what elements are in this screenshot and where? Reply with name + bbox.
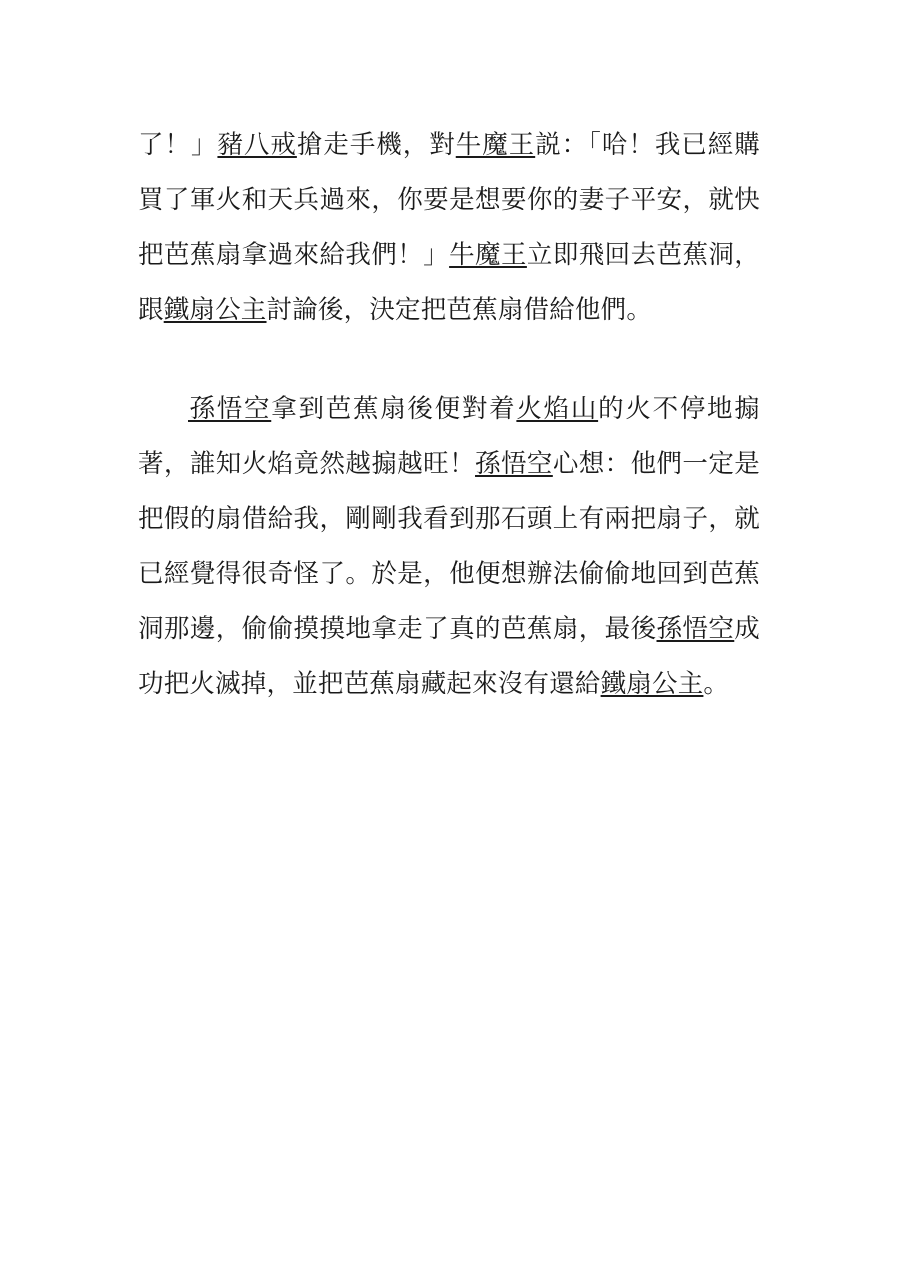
underlined-term: 鐵扇公主 <box>600 669 704 699</box>
underlined-term: 牛魔王 <box>455 130 536 160</box>
text-run: 的火不停地搧著，誰知火焰竟然越搧越旺！ <box>138 394 760 479</box>
underlined-term: 鐵扇公主 <box>163 295 267 325</box>
underlined-term: 豬八戒 <box>217 130 297 160</box>
underlined-term: 孫悟空 <box>188 394 272 424</box>
document-body <box>138 118 760 712</box>
text-run: 了！」 <box>138 130 218 160</box>
text-run: 説：「哈！我已經購買了軍火和天兵過來，你要是想要你的妻子平安，就快把芭蕉扇拿過來給我們！」 <box>138 130 760 270</box>
text-run: 搶走手機，對 <box>296 130 456 160</box>
underlined-term: 牛魔王 <box>449 240 527 270</box>
underlined-term: 孫悟空 <box>656 614 735 644</box>
text-run: 立即飛回去芭蕉洞，跟 <box>138 240 760 325</box>
text-run: 討論後，決定把芭蕉扇借給他們。 <box>266 295 653 325</box>
text-run: 拿到芭蕉扇後便對着 <box>271 394 517 424</box>
text-run: 心想：他們一定是把假的扇借給我，剛剛我看到那石頭上有兩把扇子，就已經覺得很奇怪了。於是，他便想辦法偷偷地回到芭蕉洞那邊，偷偷摸摸地拿走了真的芭蕉扇，最後 <box>138 449 760 644</box>
underlined-term: 火焰山 <box>516 394 599 424</box>
text-run: 。 <box>703 669 730 699</box>
underlined-term: 孫悟空 <box>475 449 553 479</box>
text-run: 成功把火滅掉，並把芭蕉扇藏起來沒有還給 <box>138 614 760 699</box>
paragraph <box>138 118 760 338</box>
paragraph <box>138 382 760 712</box>
